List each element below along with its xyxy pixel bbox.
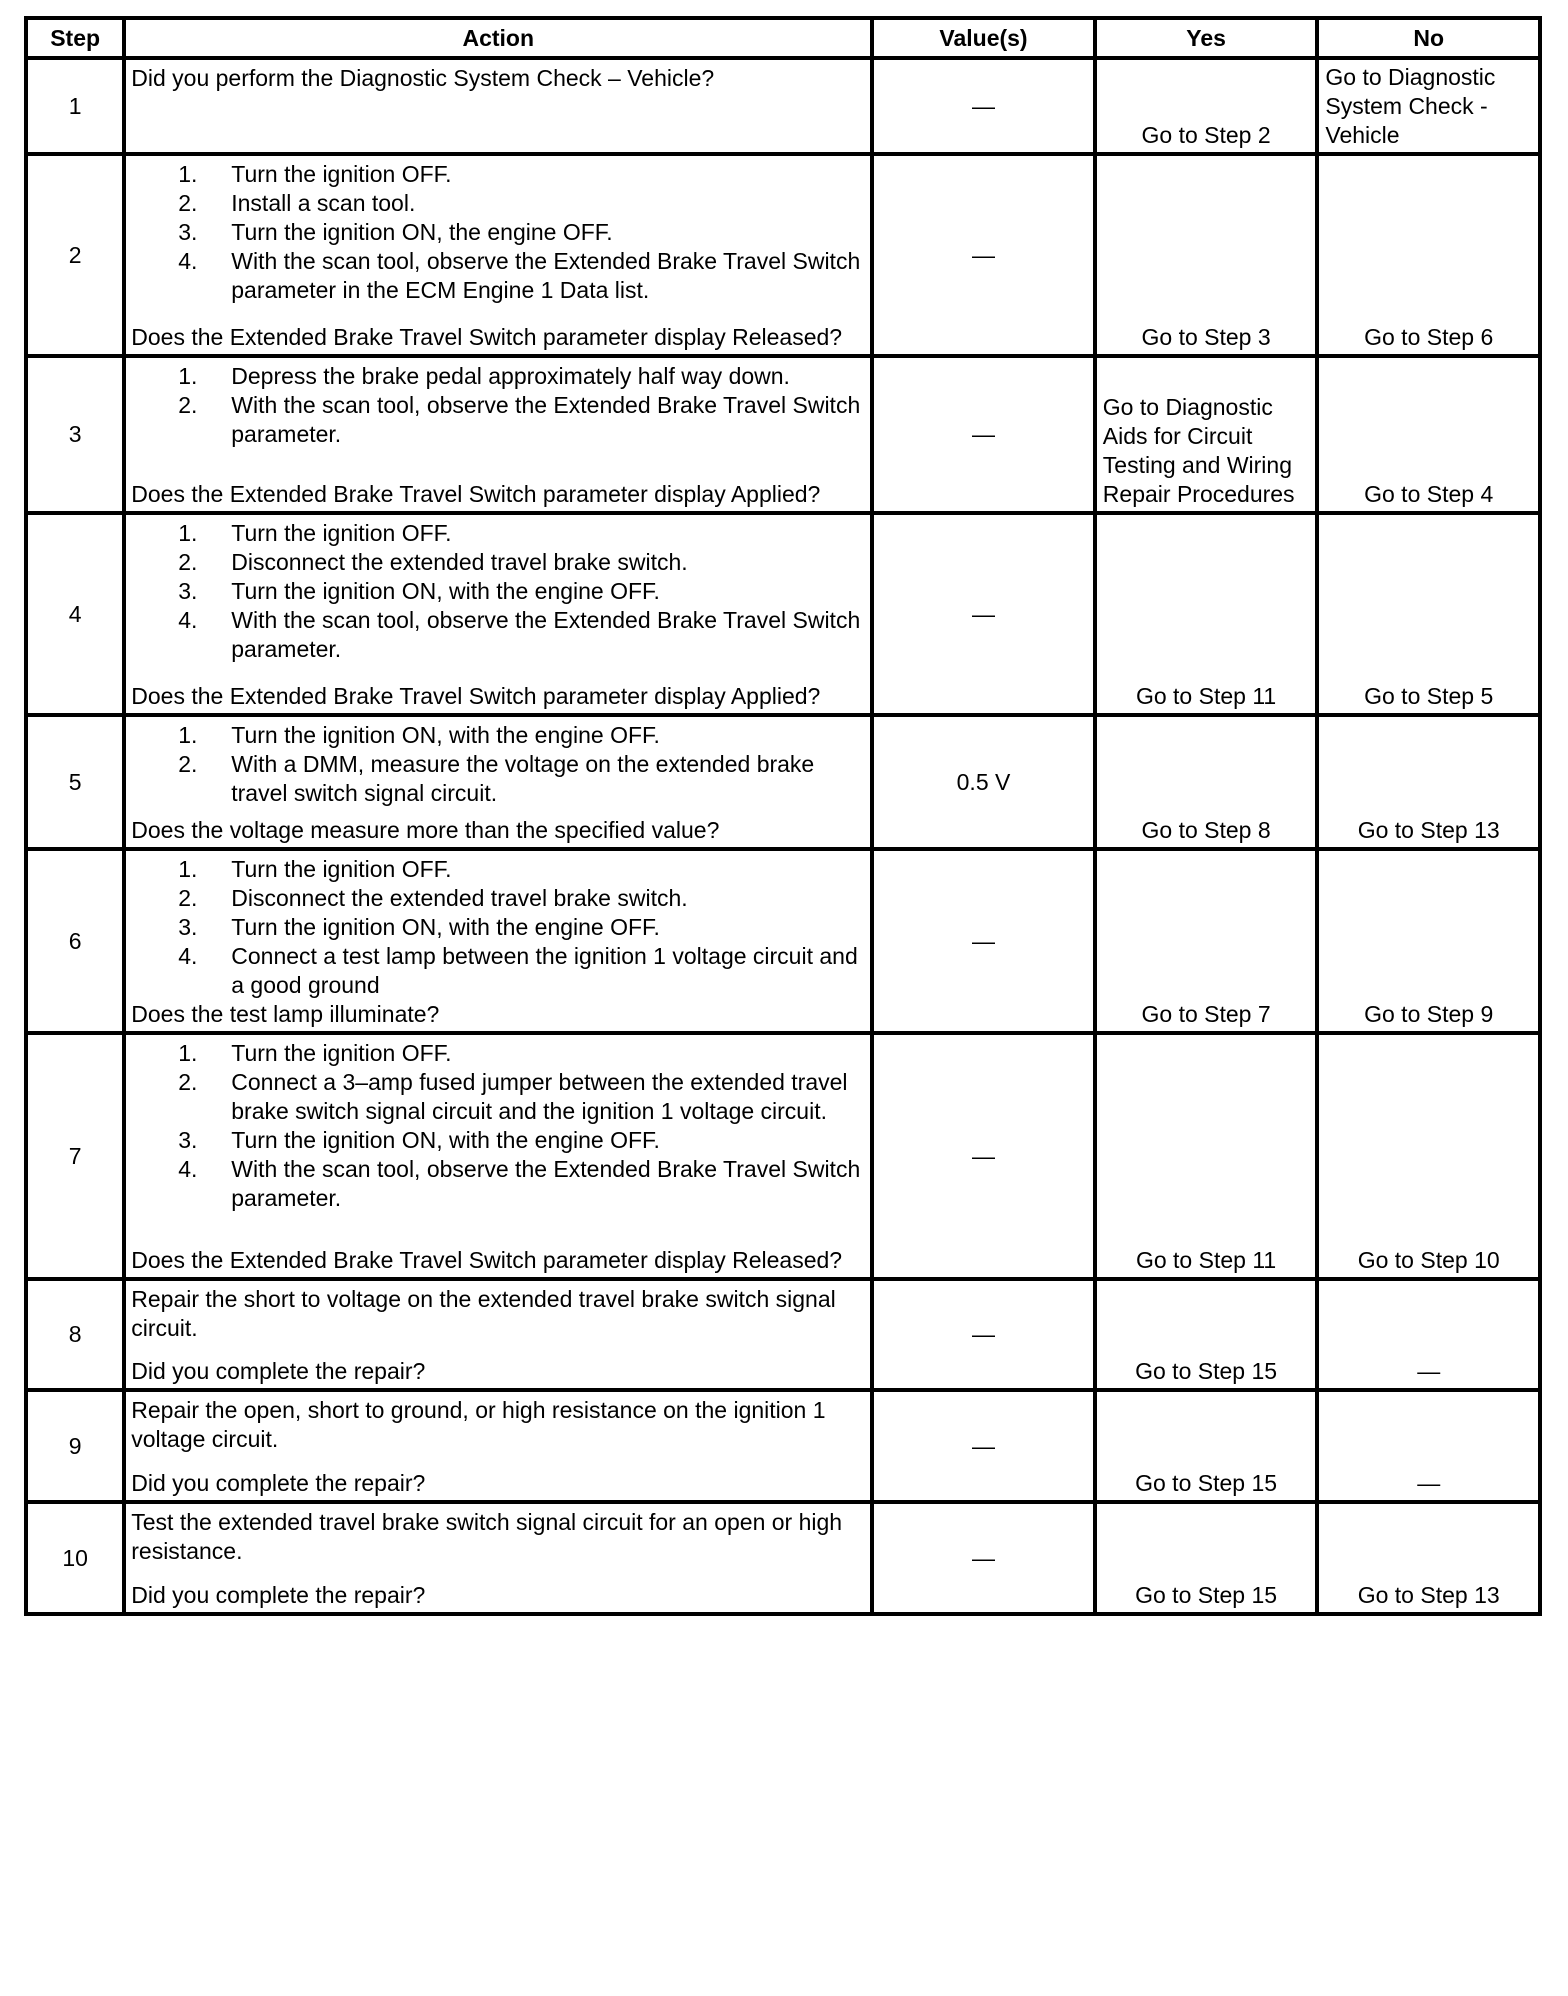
action-step-item [131,855,866,884]
action-step-item [131,913,866,942]
step-number: 2 [26,154,124,356]
action-question: Does the Extended Brake Travel Switch parameter display Released? [131,1247,843,1273]
action-step-number: 1. [178,520,198,546]
step-number: 8 [26,1279,124,1390]
action-step-item [131,362,866,391]
header-action: Action [124,18,872,58]
action-step-item [131,942,866,1000]
yes-result: Go to Step 2 [1141,122,1271,148]
yes-cell [1095,1390,1318,1502]
action-step-text: With the scan tool, observe the Extended Brake Travel Switch parameter. [231,607,861,662]
value-cell: — [872,1279,1095,1390]
no-result: Go to Step 9 [1364,1001,1494,1027]
no-cell [1317,1279,1540,1390]
action-step-item [131,1126,866,1155]
table-row [26,1279,1540,1390]
action-step-number: 4. [178,943,198,969]
no-result: — [1417,1470,1441,1496]
value-cell: — [872,1502,1095,1614]
action-content [126,1035,870,1277]
action-content [126,156,870,354]
action-steps-list [131,721,866,808]
action-step-item [131,247,866,305]
step-number: 1 [26,58,124,154]
no-result: Go to Step 13 [1357,817,1500,843]
action-step-item [131,1039,866,1068]
diagnostic-table [24,16,1542,1616]
action-step-number: 4. [178,607,198,633]
table-row [26,1390,1540,1502]
action-step-number: 3. [178,578,198,604]
action-step-text: Turn the ignition ON, with the engine OFF. [231,1127,660,1153]
action-step-item [131,1068,866,1126]
action-step-text: With the scan tool, observe the Extended Brake Travel Switch parameter in the ECM Engine 1 Data list. [231,248,861,303]
yes-result: Go to Step 15 [1135,1358,1278,1384]
action-content [126,1281,870,1388]
step-number: 3 [26,356,124,513]
action-step-text: Turn the ignition OFF. [231,161,452,187]
no-cell [1317,849,1540,1033]
no-result: Go to Step 13 [1357,1582,1500,1608]
action-steps-list [131,160,866,305]
value-cell: — [872,154,1095,356]
value-cell: — [872,1033,1095,1279]
action-step-text: Connect a 3–amp fused jumper between the extended travel brake switch signal circuit and the ignition 1 voltage circuit. [231,1069,848,1124]
action-step-item [131,1155,866,1213]
no-result: — [1417,1358,1441,1384]
no-cell [1317,154,1540,356]
action-step-number: 1. [178,161,198,187]
action-step-number: 2. [178,885,198,911]
action-content [126,1504,870,1612]
yes-cell [1095,715,1318,849]
action-step-item [131,884,866,913]
yes-result: Go to Step 8 [1141,817,1271,843]
action-step-item [131,721,866,750]
action-question: Did you perform the Diagnostic System Check – Vehicle? [131,65,715,91]
header-no: No [1317,18,1540,58]
step-number: 5 [26,715,124,849]
action-question: Does the voltage measure more than the specified value? [131,817,720,843]
no-result: Go to Step 4 [1364,481,1494,507]
action-step-item [131,160,866,189]
yes-result: Go to Step 15 [1135,1470,1278,1496]
action-step-text: Turn the ignition ON, with the engine OFF. [231,722,660,748]
action-cell [124,715,872,849]
header-row [26,18,1540,58]
table-row [26,356,1540,513]
action-step-number: 1. [178,363,198,389]
action-instructions [131,519,866,664]
table-row [26,154,1540,356]
no-cell [1317,1033,1540,1279]
action-steps-list [131,519,866,664]
yes-cell [1095,356,1318,513]
action-steps-list [131,855,866,1000]
action-step-text: Connect a test lamp between the ignition 1 voltage circuit and a good ground [231,943,858,998]
action-step-text: Turn the ignition OFF. [231,1040,452,1066]
action-lead-text: Test the extended travel brake switch signal circuit for an open or high resistance. [131,1509,843,1564]
yes-cell [1095,154,1318,356]
action-step-item [131,519,866,548]
table-row [26,1502,1540,1614]
action-content [126,851,870,1031]
action-cell [124,1390,872,1502]
yes-result: Go to Step 11 [1135,1247,1277,1273]
yes-cell [1095,849,1318,1033]
action-cell [124,1279,872,1390]
action-step-number: 3. [178,219,198,245]
no-cell [1317,1390,1540,1502]
value-cell: — [872,356,1095,513]
action-content [126,515,870,713]
no-cell [1317,715,1540,849]
action-cell [124,849,872,1033]
yes-result: Go to Step 7 [1141,1001,1271,1027]
action-instructions [131,855,866,1000]
action-lead-text: Repair the short to voltage on the extended travel brake switch signal circuit. [131,1286,836,1341]
action-step-text: Disconnect the extended travel brake switch. [231,885,688,911]
action-question: Does the Extended Brake Travel Switch parameter display Released? [131,324,843,350]
action-content [126,60,870,152]
action-content [126,717,870,847]
action-step-text: Turn the ignition OFF. [231,520,452,546]
action-question: Does the test lamp illuminate? [131,1001,440,1027]
yes-result: Go to Diagnostic Aids for Circuit Testing and Wiring Repair Procedures [1102,394,1295,507]
action-steps-list [131,1039,866,1213]
no-result: Go to Diagnostic System Check - Vehicle [1325,64,1496,148]
no-result: Go to Step 6 [1364,324,1494,350]
action-step-text: Disconnect the extended travel brake switch. [231,549,688,575]
action-cell [124,58,872,154]
step-number: 7 [26,1033,124,1279]
action-steps-list [131,362,866,449]
action-step-text: Turn the ignition ON, with the engine OFF. [231,578,660,604]
action-content [126,358,870,511]
yes-cell [1095,1279,1318,1390]
no-cell [1317,513,1540,715]
no-result: Go to Step 5 [1364,683,1494,709]
action-step-text: Turn the ignition ON, the engine OFF. [231,219,613,245]
action-content [126,1392,870,1500]
action-step-text: Install a scan tool. [231,190,416,216]
step-number: 10 [26,1502,124,1614]
yes-result: Go to Step 11 [1135,683,1277,709]
action-step-text: With the scan tool, observe the Extended Brake Travel Switch parameter. [231,392,861,447]
action-cell [124,1033,872,1279]
step-number: 9 [26,1390,124,1502]
action-cell [124,513,872,715]
action-step-number: 3. [178,1127,198,1153]
action-step-number: 4. [178,1156,198,1182]
no-cell [1317,58,1540,154]
action-question: Does the Extended Brake Travel Switch parameter display Applied? [131,683,821,709]
no-cell [1317,1502,1540,1614]
action-question: Does the Extended Brake Travel Switch parameter display Applied? [131,481,821,507]
table-row [26,1033,1540,1279]
action-cell [124,1502,872,1614]
action-step-number: 2. [178,751,198,777]
yes-cell [1095,58,1318,154]
action-step-item [131,189,866,218]
action-step-item [131,577,866,606]
action-step-number: 4. [178,248,198,274]
action-step-number: 3. [178,914,198,940]
action-lead-text: Repair the open, short to ground, or high resistance on the ignition 1 voltage circuit. [131,1397,826,1452]
action-step-text: With the scan tool, observe the Extended Brake Travel Switch parameter. [231,1156,861,1211]
action-instructions [131,1285,866,1343]
action-instructions [131,1039,866,1213]
action-step-number: 1. [178,1040,198,1066]
action-step-text: Turn the ignition OFF. [231,856,452,882]
step-number: 4 [26,513,124,715]
action-question: Did you complete the repair? [131,1358,426,1384]
header-yes: Yes [1095,18,1318,58]
action-step-text: Depress the brake pedal approximately half way down. [231,363,790,389]
action-cell [124,154,872,356]
yes-result: Go to Step 15 [1135,1582,1278,1608]
no-result: Go to Step 10 [1357,1247,1500,1273]
table-row [26,513,1540,715]
action-step-item [131,548,866,577]
action-instructions [131,160,866,305]
action-step-number: 1. [178,722,198,748]
table-row [26,849,1540,1033]
step-number: 6 [26,849,124,1033]
action-cell [124,356,872,513]
action-step-number: 2. [178,190,198,216]
action-step-text: With a DMM, measure the voltage on the extended brake travel switch signal circuit. [231,751,815,806]
action-instructions [131,721,866,808]
yes-cell [1095,1033,1318,1279]
action-step-item [131,391,866,449]
yes-result: Go to Step 3 [1141,324,1271,350]
action-question: Did you complete the repair? [131,1582,426,1608]
action-step-item [131,750,866,808]
action-question: Did you complete the repair? [131,1470,426,1496]
table-row [26,715,1540,849]
yes-cell [1095,1502,1318,1614]
action-instructions [131,1508,866,1566]
value-cell: 0.5 V [872,715,1095,849]
action-step-number: 1. [178,856,198,882]
table-row [26,58,1540,154]
action-instructions [131,362,866,449]
value-cell: — [872,849,1095,1033]
value-cell: — [872,1390,1095,1502]
header-values: Value(s) [872,18,1095,58]
value-cell: — [872,513,1095,715]
no-cell [1317,356,1540,513]
value-cell: — [872,58,1095,154]
action-step-number: 2. [178,392,198,418]
yes-cell [1095,513,1318,715]
action-step-item [131,218,866,247]
action-step-item [131,606,866,664]
action-instructions [131,1396,866,1454]
header-step: Step [26,18,124,58]
action-step-number: 2. [178,1069,198,1095]
action-step-number: 2. [178,549,198,575]
action-step-text: Turn the ignition ON, with the engine OFF. [231,914,660,940]
